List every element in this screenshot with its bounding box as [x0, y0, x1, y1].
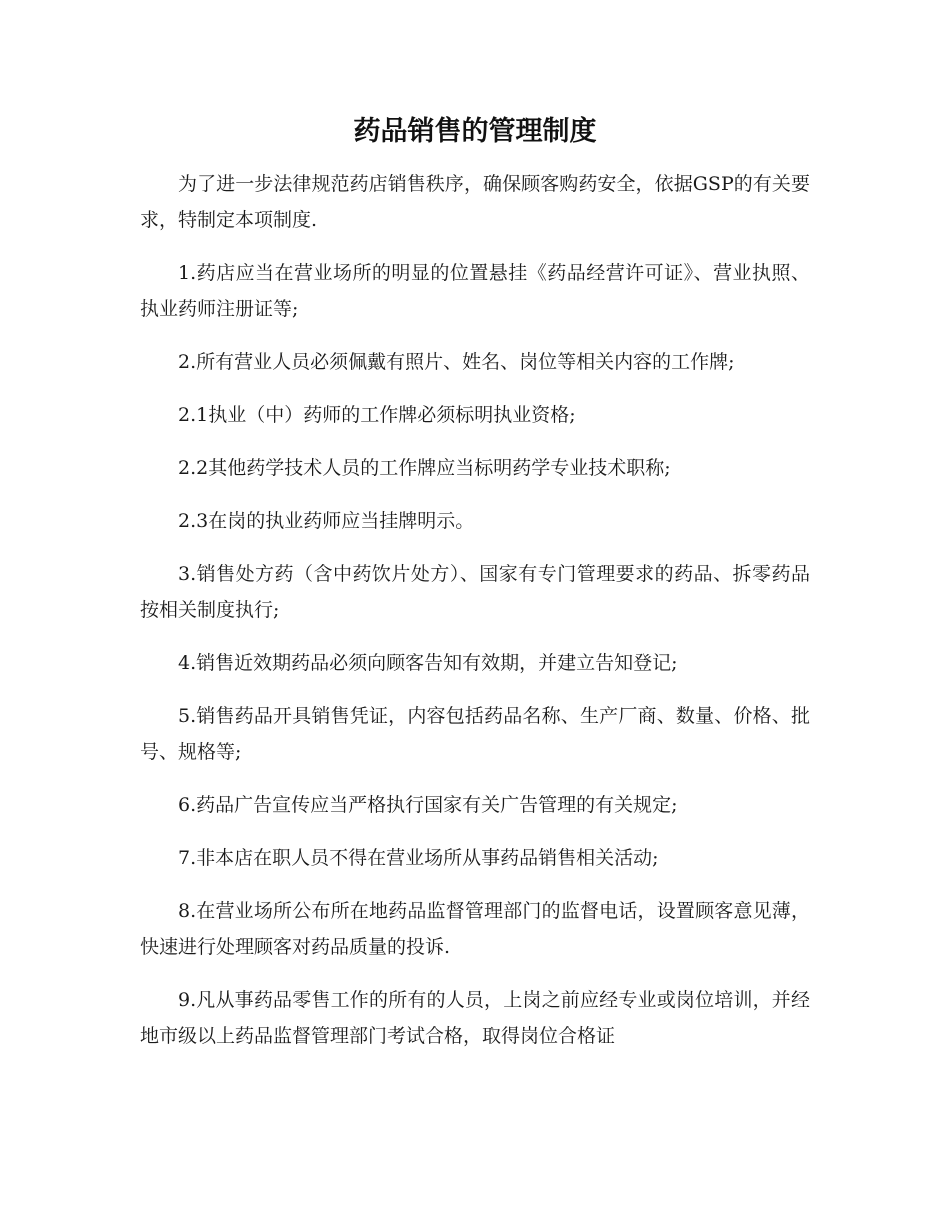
paragraph-intro: 为了进一步法律规范药店销售秩序，确保顾客购药安全，依据GSP的有关要求，特制定本项制度. [140, 173, 810, 231]
document-title: 药品销售的管理制度 [353, 116, 597, 147]
paragraph-rule-3: 3.销售处方药（含中药饮片处方）、国家有专门管理要求的药品、拆零药品按相关制度执行; [140, 563, 810, 621]
paragraph-rule-2: 2.所有营业人员必须佩戴有照片、姓名、岗位等相关内容的工作牌; [178, 351, 735, 373]
paragraph-rule-9: 9.凡从事药品零售工作的所有的人员，上岗之前应经专业或岗位培训，并经地市级以上药品监督管理部门考试合格，取得岗位合格证 [140, 989, 810, 1047]
document-body [140, 166, 810, 1071]
paragraph-rule-2-1: 2.1执业（中）药师的工作牌必须标明执业资格; [178, 404, 576, 426]
paragraph-rule-2-2: 2.2其他药学技术人员的工作牌应当标明药学专业技术职称; [178, 457, 671, 479]
paragraph-rule-7: 7.非本店在职人员不得在营业场所从事药品销售相关活动; [178, 847, 659, 869]
paragraph-rule-5: 5.销售药品开具销售凭证，内容包括药品名称、生产厂商、数量、价格、批号、规格等; [140, 705, 810, 763]
paragraph-rule-6: 6.药品广告宣传应当严格执行国家有关广告管理的有关规定; [178, 794, 678, 816]
paragraph-rule-8: 8.在营业场所公布所在地药品监督管理部门的监督电话，设置顾客意见薄，快速进行处理顾客对药品质量的投诉. [140, 900, 810, 958]
paragraph-rule-4: 4.销售近效期药品必须向顾客告知有效期，并建立告知登记; [178, 652, 678, 674]
paragraph-rule-1: 1.药店应当在营业场所的明显的位置悬挂《药品经营许可证》、营业执照、执业药师注册证等; [140, 262, 810, 320]
paragraph-rule-2-3: 2.3在岗的执业药师应当挂牌明示。 [178, 510, 475, 532]
